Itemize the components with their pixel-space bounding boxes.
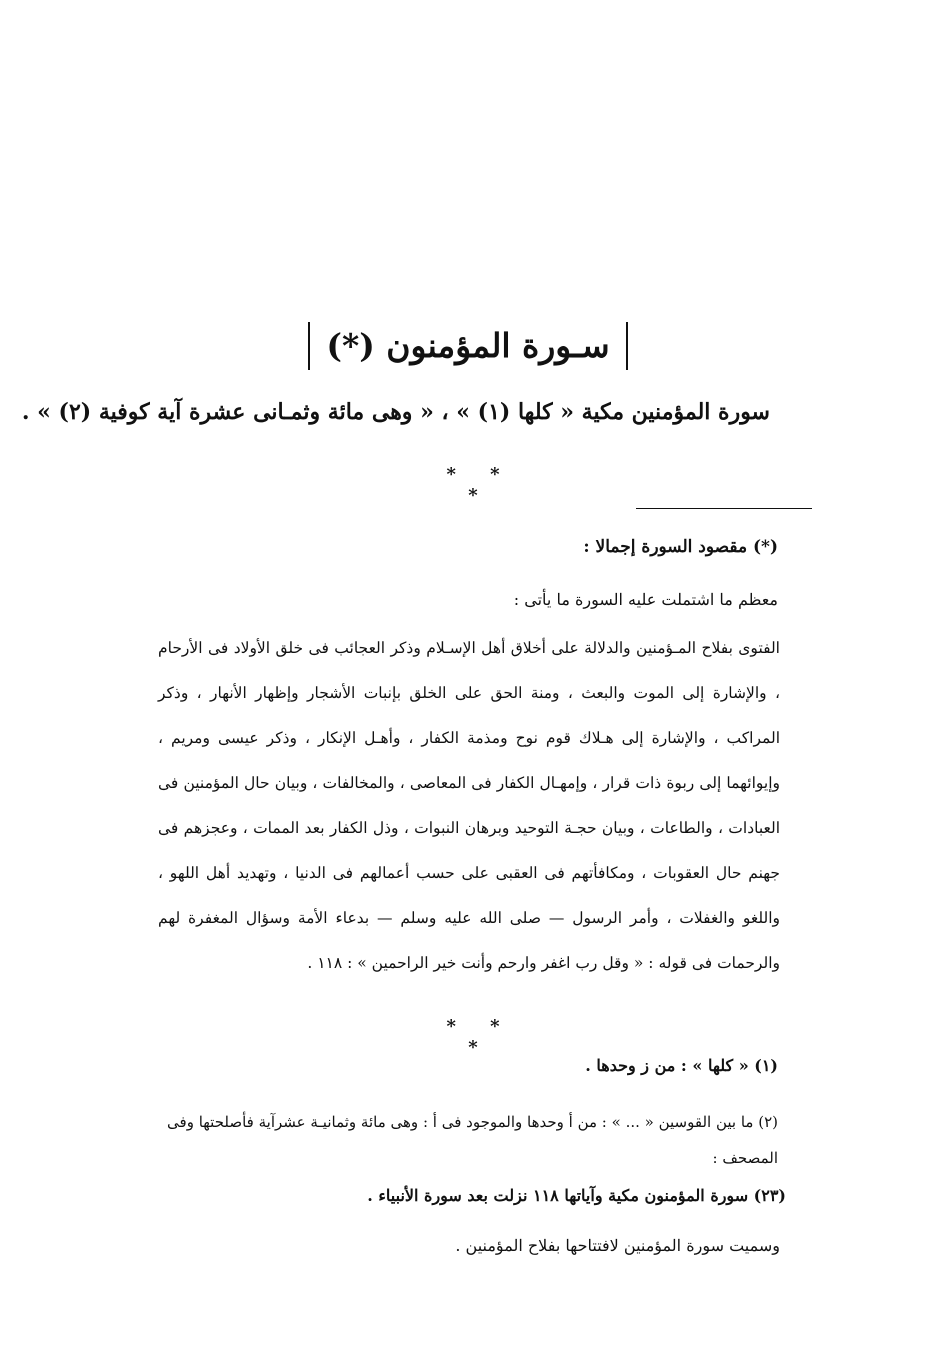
footnote-rule: [636, 508, 812, 509]
footnote-4: وسميت سورة المؤمنين لافتتاحها بفلاح المؤمنين .: [455, 1236, 780, 1255]
separator-stars: * * *: [446, 464, 514, 506]
footnote-1: (١) « كلها » : من ز وحدها .: [585, 1056, 778, 1075]
separator-stars-2: * * *: [446, 1016, 514, 1058]
footnote-3: (٢٣) سورة المؤمنون مكية وآياتها ١١٨ نزلت بعد سورة الأنبياء .: [367, 1186, 786, 1205]
summary-heading: (*) مقصود السورة إجمالا :: [583, 537, 778, 557]
summary-intro: معظم ما اشتملت عليه السورة ما يأتى :: [513, 590, 778, 609]
footnote-2: (٢) ما بين القوسين « ... » : من أ وحدها والموجود فى أ : وهى مائة وثمانيـة عشرآية فأصلحتها وفى المصحف :: [167, 1113, 778, 1167]
summary-paragraph: الفتوى بفلاح المـؤمنين والدلالة على أخلاق أهل الإسـلام وذكر العجائب فى خلق الأولاد فى الأرحام ، والإشارة إلى الموت والبعث ، ومنة الحق على الخلق بإنبات الأشجار وإظهار الأنهار ، وذكر المراكب ، والإشارة إلى هـلاك قوم نوح ومذمة الكفار ، وأهـل الإنكار ، وذكر عيسى ومريم ، وإيوائهما إلى ربوة ذات قرار ، وإمهـال الكفار فى المعاصى ، والمخالفات ، وبيان حال المؤمنين فى العبادات ، والطاعات ، وبيان حجـة التوحيد وبرهان النبوات ، وذل الكفار بعد الممات ، وعجزهم فى جهنم حال العقوبات ، ومكافأتهم فى العقبى على حسب أعمالهم فى الدنيا ، وتهديد أهل اللهو ، واللغو والغفلات ، وأمر الرسول — صلى الله عليه وسلم — بدعاء الأمة وسؤال المغفرة لهم والرحمات فى قوله : « وقل رب اغفر وارحم وأنت خير الراحمين » : ١١٨ .: [158, 639, 780, 972]
surah-title: سـورة المؤمنون (*): [308, 322, 627, 370]
surah-title-wrap: [0, 322, 936, 370]
surah-intro: سورة المؤمنين مكية « كلها (١) » ، « وهى مائة وثمـانى عشرة آية كوفية (٢) » .: [21, 399, 770, 425]
